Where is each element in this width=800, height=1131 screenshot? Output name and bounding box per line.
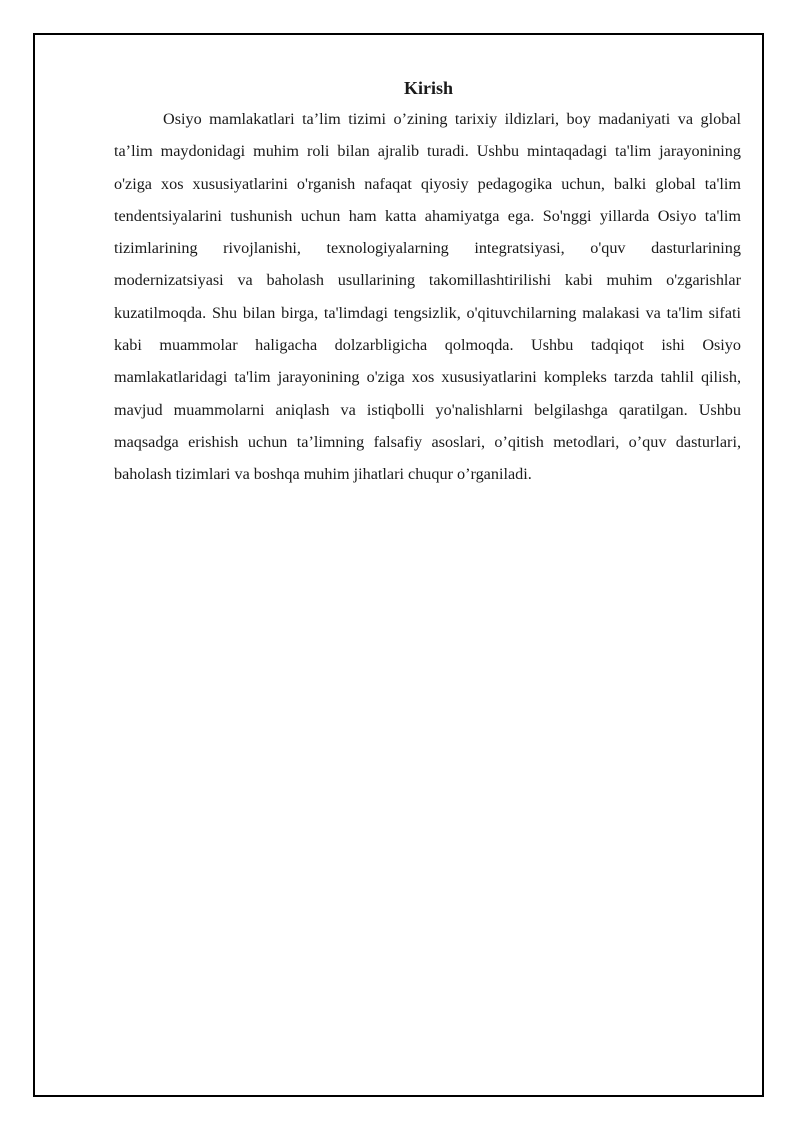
document-title: Kirish [403, 78, 453, 98]
document-body [114, 74, 741, 491]
intro-paragraph: Osiyo mamlakatlari ta’lim tizimi o’zining tarixiy ildizlari, boy madaniyati va global ta’lim maydonidagi muhim roli bilan ajralib turadi. Ushbu mintaqadagi ta'lim jarayonining o'ziga xos xususiyatlarini o'rganish nafaqat qiyosiy pedagogika uchun, balki global ta'lim tendentsiyalarini tushunish uchun ham katta ahamiyatga ega. So'nggi yillarda Osiyo ta'lim tizimlarining rivojlanishi, texnologiyalarning integratsiyasi, o'quv dasturlarining modernizatsiyasi va baholash usullarining takomillashtirilishi kabi muhim o'zgarishlar kuzatilmoqda. Shu bilan birga, ta'limdagi tengsizlik, o'qituvchilarning malakasi va ta'lim sifati kabi muammolar haligacha dolzarbligicha qolmoqda. Ushbu tadqiqot ishi Osiyo mamlakatlaridagi ta'lim jarayonining o'ziga xos xususiyatlarini kompleks tarzda tahlil qilish, mavjud muammolarni aniqlash va istiqbolli yo'nalishlarni belgilashga qaratilgan. Ushbu maqsadga erishish uchun ta’limning falsafiy asoslari, o’qitish metodlari, o’quv dasturlari, baholash tizimlari va boshqa muhim jihatlari chuqur o’rganiladi. [114, 110, 741, 484]
